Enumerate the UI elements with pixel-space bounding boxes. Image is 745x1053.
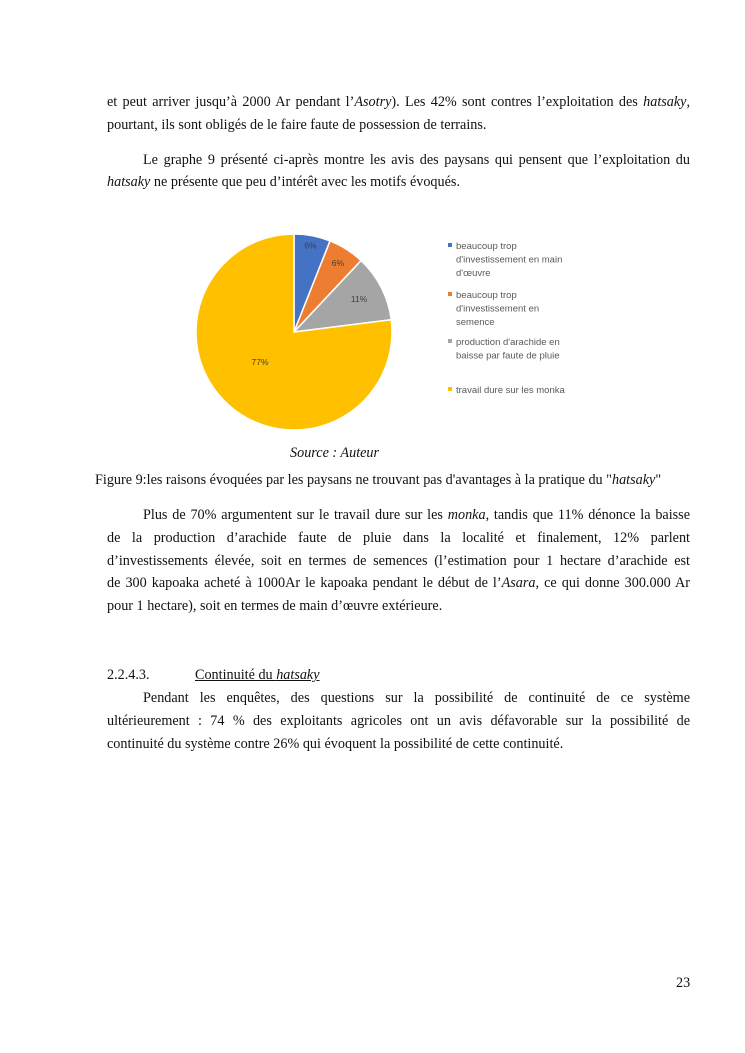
legend-swatch-3 (448, 339, 452, 343)
para1-line2: pourtant, ils sont obligés de le faire faute de possession de terrains. (107, 117, 487, 133)
legend-swatch-2 (448, 292, 452, 296)
pie-chart (180, 220, 600, 440)
para3-line5: pour 1 hectare), soit en termes de main d’œuvre extérieure. (107, 598, 443, 614)
section-number: 2.2.4.3. (107, 667, 150, 683)
para4-line1: Pendant les enquêtes, des questions sur la possibilité de continuité de ce système (143, 690, 690, 706)
pie-slice-label-2: 6% (331, 257, 345, 268)
para3-line2: de la production d’arachide faute de pluie dans la localité et finalement, 12% parlent (107, 530, 690, 546)
pie-slice-label-3: 11% (350, 293, 368, 304)
legend-label-3: baisse par faute de pluie (456, 350, 560, 362)
para4-line2: ultérieurement : 74 % des exploitants agricoles ont un avis défavorable sur la possibilité de (107, 713, 690, 729)
pie-slice-label-1: 6% (304, 240, 317, 251)
legend-label-4: travail dure sur les monka (456, 385, 565, 396)
para4-line3: continuité du système contre 26% qui évoquent la possibilité de cette continuité. (107, 736, 564, 752)
legend-swatch-1 (448, 243, 452, 247)
legend-label-2: semence (456, 317, 495, 328)
para2-line2: hatsaky ne présente que peu d’intérêt avec les motifs évoqués. (107, 174, 460, 190)
figure-caption: Figure 9:les raisons évoquées par les paysans ne trouvant pas d'avantages à la pratique du "hatsaky" (95, 472, 662, 488)
legend-swatch-4 (448, 387, 452, 391)
source-note: Source : Auteur (290, 445, 380, 461)
legend-label-2: d'investissement en (456, 303, 540, 315)
section-title: Continuité du hatsaky (195, 667, 320, 683)
pie-slice-label-4: 77% (251, 357, 269, 367)
page-number: 23 (676, 975, 691, 991)
legend-label-1: beaucoup trop (456, 241, 517, 252)
para2-line1: Le graphe 9 présenté ci-après montre les avis des paysans qui pensent que l’exploitation du (143, 152, 690, 168)
para3-line4: de 300 kapoaka acheté à 1000Ar le kapoaka pendant le début de l’Asara, ce qui donne 300.000 Ar (107, 575, 690, 591)
legend-label-3: production d'arachide en (456, 337, 560, 348)
para3-line1: Plus de 70% argumentent sur le travail dure sur les monka, tandis que 11% dénonce la baisse (143, 507, 691, 523)
legend-label-2: beaucoup trop (456, 290, 517, 301)
legend-label-1: d'œuvre (456, 268, 491, 279)
para3-line3: d’investissements élevée, soit en termes de semences (l’estimation pour 1 hectare d’arachide est (107, 553, 690, 569)
legend-label-1: d'investissement en main (456, 254, 563, 266)
para1-line1: et peut arriver jusqu’à 2000 Ar pendant l’Asotry). Les 42% sont contres l’exploitation des hatsaky, (107, 94, 691, 110)
